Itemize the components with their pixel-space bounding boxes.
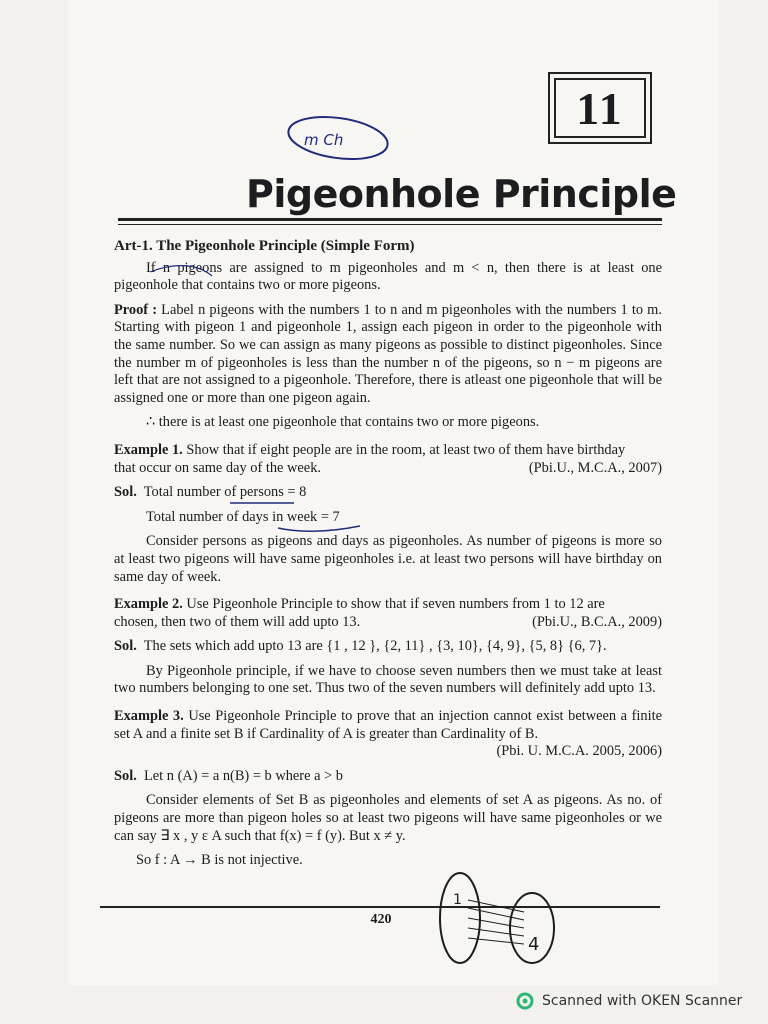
- example2-source: (Pbi.U., B.C.A., 2009): [532, 613, 662, 630]
- example1-sol-line1: Total number of persons = 8: [143, 484, 307, 501]
- example2-sol-label: Sol.: [114, 638, 137, 655]
- article-heading: Art-1. The Pigeonhole Principle (Simple Form): [114, 238, 415, 254]
- example3-sol-line1: Let n (A) = a n(B) = b where a > b: [144, 767, 343, 784]
- footer-rule: [100, 906, 660, 908]
- example3-sol-label: Sol.: [114, 767, 137, 784]
- title-rule-thin: [118, 224, 662, 225]
- example2-text2: chosen, then two of them will add upto 13.: [114, 613, 361, 630]
- example3-sol-last: So f : A → B is not injective.: [136, 852, 303, 869]
- page-content: [114, 238, 662, 870]
- chapter-title: Pigeonhole Principle: [246, 172, 677, 216]
- example2-statement: [114, 596, 662, 614]
- title-rule-thick: [118, 218, 662, 221]
- diagram-label-left: 1: [453, 892, 462, 908]
- example3-label: Example 3.: [114, 708, 184, 725]
- example1-statement: [114, 442, 662, 460]
- scanner-logo-icon: [516, 992, 534, 1010]
- example1-solution-line1: [114, 484, 662, 502]
- example1-text: Show that if eight people are in the room, at least two of them have birthday: [186, 441, 626, 458]
- example2-label: Example 2.: [114, 596, 183, 613]
- scanner-text: Scanned with OKEN Scanner: [542, 993, 743, 1009]
- example1-source: (Pbi.U., M.C.A., 2007): [528, 459, 662, 476]
- chapter-number: 11: [554, 78, 646, 138]
- proof-paragraph: [114, 302, 662, 408]
- example2-row: [114, 614, 662, 632]
- example3-source: (Pbi. U. M.C.A. 2005, 2006): [496, 743, 662, 760]
- page-number: 420: [370, 912, 392, 927]
- proof-label: Proof :: [114, 301, 158, 318]
- example2-text: Use Pigeonhole Principle to show that if seven numbers from 1 to 12 are: [186, 596, 605, 613]
- example2-solution-line1: [114, 638, 662, 656]
- example3-sol-para: Consider elements of Set B as pigeonholes and elements of set A as pigeons. As no. of pigeons are more than pigeon holes so at least two pigeons will have same pigeonholes or we can say ∃ x , y ε A such that f(x) = f (y). But x ≠ y.: [114, 792, 662, 844]
- example3-text: Use Pigeonhole Principle to prove that an injection cannot exist between a finite set A and a finite set B if Cardinality of A is greater than Cardinality of B.: [114, 708, 662, 742]
- example1-sol-label: Sol.: [114, 484, 137, 501]
- chapter-number-box: [548, 72, 652, 144]
- example1-label: Example 1.: [114, 441, 183, 458]
- example3-solution-line1: [114, 768, 662, 786]
- example2-sol-para: By Pigeonhole principle, if we have to choose seven numbers then we must take at least two numbers belonging to one set. Thus two of the seven numbers will definitely add upto 13.: [114, 662, 662, 697]
- proof-text: Label n pigeons with the numbers 1 to n and m pigeonholes with the numbers 1 to m. Starting with pigeon 1 and pigeonhole 1, assign each pigeon in order to the pigeonhole with the same number. So we can assign as many pigeons as possible to distinct pigeonholes. Since the number m of pigeonholes is less than the number n of the pigeons, so n − m pigeons are left that are not assigned to a pigeonhole. Therefore, there is atleast one pigeonhole that will be assigned one or more than one pigeon again.: [114, 301, 662, 406]
- diagram-label-right: 4: [528, 934, 540, 955]
- handwritten-note: m Ch: [304, 131, 344, 149]
- principle-statement: If n pigeons are assigned to m pigeonholes and m < n, then there is at least one pigeonhole that contains two or more pigeons.: [114, 259, 662, 294]
- scanner-watermark: [516, 990, 742, 1012]
- example3-statement: [114, 708, 662, 743]
- example2-sol-line1: The sets which add upto 13 are {1 , 12 }, {2, 11} , {3, 10}, {4, 9}, {5, 8} {6, 7}.: [143, 638, 607, 655]
- proof-conclusion: ∴ there is at least one pigeonhole that contains two or more pigeons.: [146, 414, 540, 431]
- example1-sol-para: Consider persons as pigeons and days as pigeonholes. As number of pigeons is more so at least two pigeons will have same pigeonholes i.e. at least two persons will have birthday on same day of week.: [114, 533, 662, 585]
- example1-sol-line2: Total number of days in week = 7: [146, 508, 340, 525]
- example1-row: [114, 460, 662, 478]
- example1-text2: that occur on same day of the week.: [114, 459, 321, 476]
